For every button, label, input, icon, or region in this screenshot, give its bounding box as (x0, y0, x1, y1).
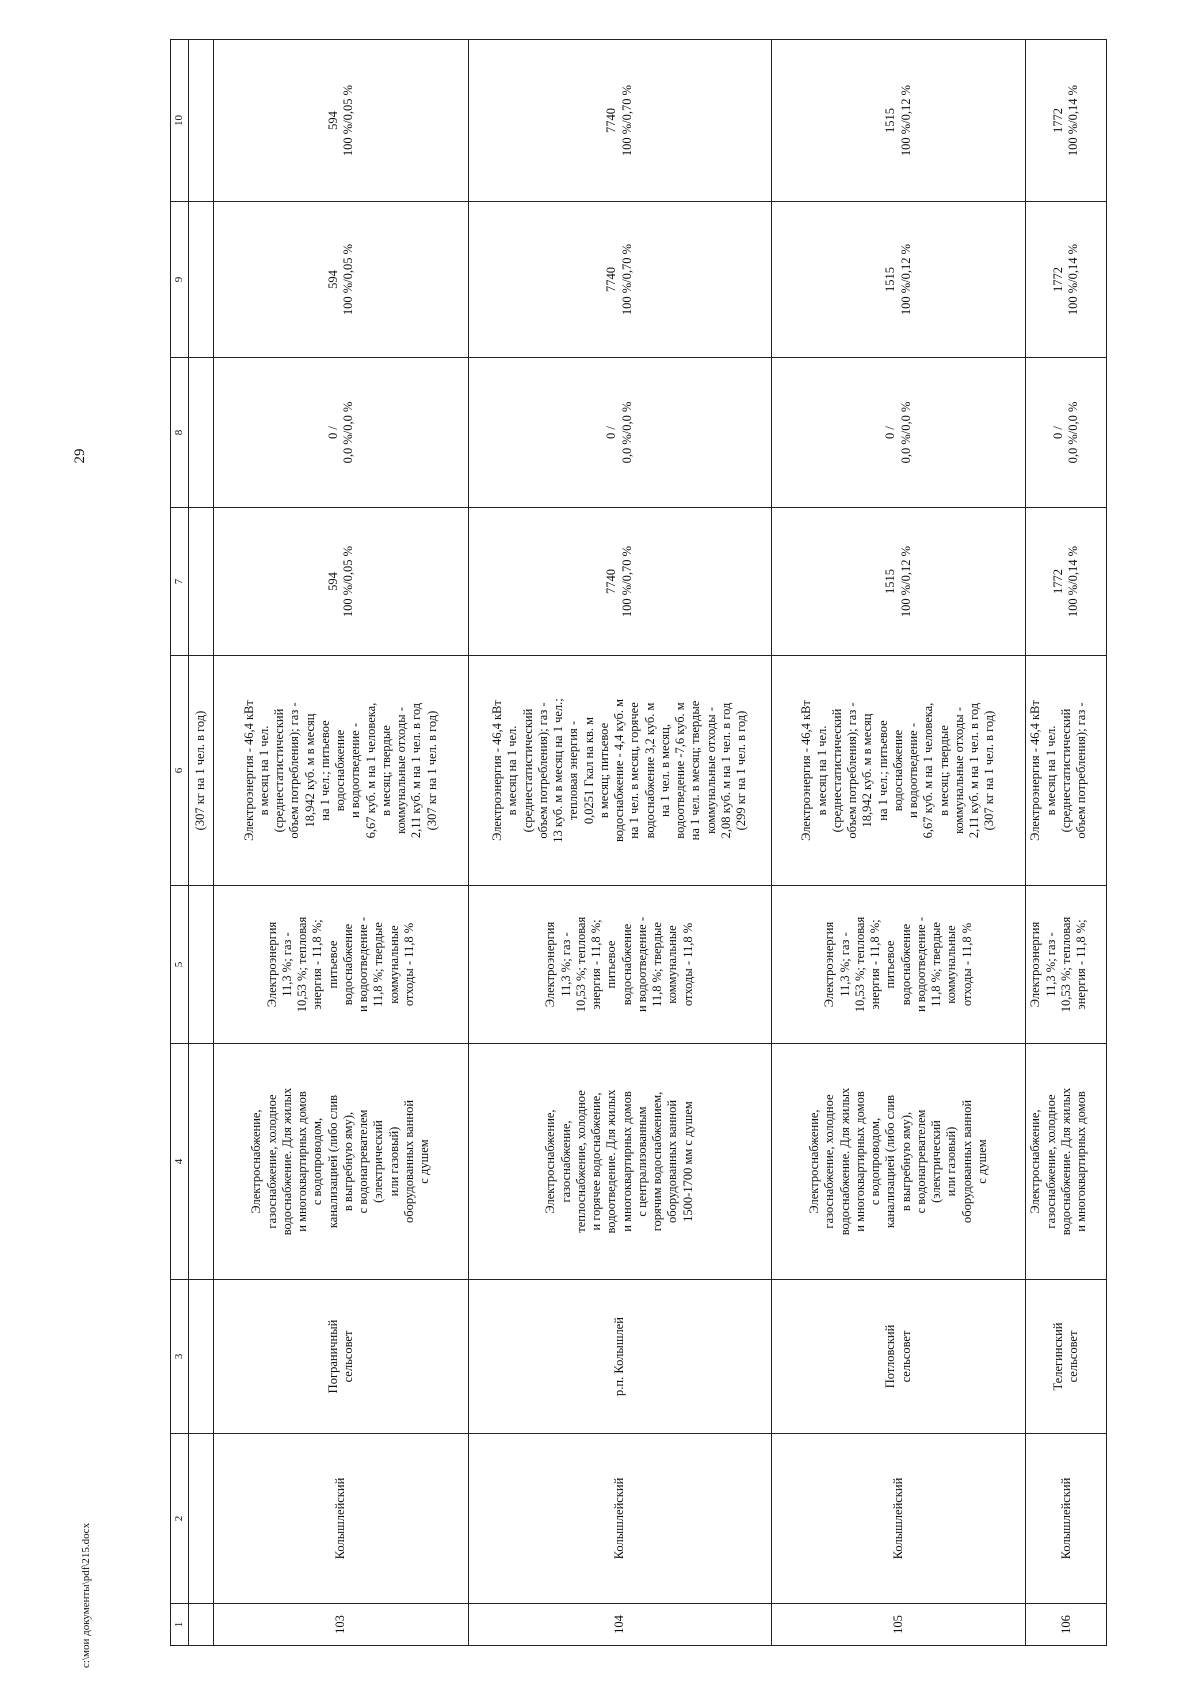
col-num-8: 8 (171, 358, 189, 508)
services-cell: Электроснабжение, газоснабжение, холодное водоснабжение. Для жилых и многоквартирных домов с водопроводом, канализацией (либо слив в выгребную яму), с водонагревателем (электрический или газовый) оборудованных ванной с душем (771, 1044, 1026, 1280)
district-cell: Колышлейский (1026, 1434, 1107, 1604)
district-cell: Колышлейский (771, 1434, 1026, 1604)
value-cell-7: 7740 100 %/0,70 % (468, 508, 771, 656)
district-cell: Колышлейский (213, 1434, 468, 1604)
shares-text: Электроэнергия 11,3 %; газ - 10,53 %; тепловая энергия - 11,8 %; (1028, 916, 1089, 1013)
row-number: 105 (771, 1604, 1026, 1646)
value-cell-10: 1515 100 %/0,12 % (771, 40, 1026, 202)
col-num-6: 6 (171, 656, 189, 886)
value-cell-7: 594 100 %/0,05 % (213, 508, 468, 656)
continuation-row (189, 40, 214, 1646)
shares-cell: Электроэнергия 11,3 %; газ - 10,53 %; тепловая энергия - 11,8 %; питьевое водоснабжение и водоотведение - 11,8 %; твердые коммунальные отходы - 11,8 % (213, 886, 468, 1044)
value-cell-7: 1515 100 %/0,12 % (771, 508, 1026, 656)
district-cell: Колышлейский (468, 1434, 771, 1604)
settlement-cell: р.п. Колышлей (468, 1280, 771, 1434)
col-num-2: 2 (171, 1434, 189, 1604)
rotated-table-wrapper (170, 40, 1107, 1646)
norms-cell: Электроэнергия - 46,4 кВт в месяц на 1 чел. (среднестатистический объем потребления); газ - 13 куб. м в месяц на 1 чел.; тепловая энергия - 0,0251 Гкал на кв. м в месяц; питьевое водоснабжение - 4,4 куб. м на 1 чел. в месяц, горячее водоснабжение 3,2 куб. м на 1 чел. в месяц, водоотведение -7,6 куб. м на 1 чел. в месяц; твердые коммунальные отходы - 2,08 куб. м на 1 чел. в год (299 кг на 1 чел. в год) (468, 656, 771, 886)
shares-cell: Электроэнергия 11,3 %; газ - 10,53 %; тепловая энергия - 11,8 %; питьевое водоснабжение и водоотведение - 11,8 %; твердые коммунальные отходы - 11,8 % (771, 886, 1026, 1044)
col-num-3: 3 (171, 1280, 189, 1434)
col-num-4: 4 (171, 1044, 189, 1280)
col-num-7: 7 (171, 508, 189, 656)
services-cell: Электроснабжение, газоснабжение, холодное водоснабжение. Для жилых и многоквартирных домов с водопроводом, канализацией (либо слив в выгребную яму), с водонагревателем (электрический или газовый) оборудованных ванной с душем (213, 1044, 468, 1280)
value-cell-8: 0 / 0,0 %/0,0 % (213, 358, 468, 508)
services-cell (1026, 1044, 1107, 1280)
row-number: 106 (1026, 1604, 1107, 1646)
value-cell-7: 1772 100 %/0,14 % (1026, 508, 1107, 656)
col-num-10: 10 (171, 40, 189, 202)
norms-cell (1026, 656, 1107, 886)
value-cell-9: 594 100 %/0,05 % (213, 202, 468, 358)
settlement-cell: Телегинский сельсовет (1026, 1280, 1107, 1434)
row-number: 103 (213, 1604, 468, 1646)
value-cell-8: 0 / 0,0 %/0,0 % (771, 358, 1026, 508)
value-cell-10: 594 100 %/0,05 % (213, 40, 468, 202)
value-cell-10: 7740 100 %/0,70 % (468, 40, 771, 202)
value-cell-9: 7740 100 %/0,70 % (468, 202, 771, 358)
norms-cell: Электроэнергия - 46,4 кВт в месяц на 1 чел. (среднестатистический объем потребления); газ - 18,942 куб. м в месяц на 1 чел.; питьевое водоснабжение и водоотведение - 6,67 куб. м на 1 человека, в месяц; твердые коммунальные отходы - 2,11 куб. м на 1 чел. в год (307 кг на 1 чел. в год) (213, 656, 468, 886)
footer-file-path: c:\мои документы\pdf\215.docx (80, 1522, 92, 1668)
continuation-text: (307 кг на 1 чел. в год) (189, 656, 214, 886)
value-cell-10: 1772 100 %/0,14 % (1026, 40, 1107, 202)
column-number-row (171, 40, 189, 1646)
col-num-5: 5 (171, 886, 189, 1044)
value-cell-9: 1772 100 %/0,14 % (1026, 202, 1107, 358)
shares-cell (1026, 886, 1107, 1044)
services-cell: Электроснабжение, газоснабжение, теплоснабжение, холодное и горячее водоснабжение, водоотведение. Для жилых и многоквартирных домов с централизованным горячим водоснабжением, оборудованных ванной 1500-1700 мм с душем (468, 1044, 771, 1280)
page-number: 29 (72, 448, 88, 464)
norms-text: Электроэнергия - 46,4 кВт в месяц на 1 чел. (среднестатистический объем потребления); газ - (1028, 700, 1089, 841)
settlement-cell: Пограничный сельсовет (213, 1280, 468, 1434)
table-row (1026, 40, 1107, 1646)
value-cell-8: 0 / 0,0 %/0,0 % (1026, 358, 1107, 508)
shares-cell: Электроэнергия 11,3 %; газ - 10,53 %; тепловая энергия - 11,8 %; питьевое водоснабжение и водоотведение - 11,8 %; твердые коммунальные отходы - 11,8 % (468, 886, 771, 1044)
col-num-1: 1 (171, 1604, 189, 1646)
services-text: Электроснабжение, газоснабжение, холодное водоснабжение. Для жилых и многоквартирных домов (1028, 1087, 1089, 1236)
norms-cell: Электроэнергия - 46,4 кВт в месяц на 1 чел. (среднестатистический объем потребления); газ - 18,942 куб. м в месяц на 1 чел.; питьевое водоснабжение и водоотведение - 6,67 куб. м на 1 человека, в месяц; твердые коммунальные отходы - 2,11 куб. м на 1 чел. в год (307 кг на 1 чел. в год) (771, 656, 1026, 886)
tariff-table (170, 39, 1107, 1646)
table-row (771, 40, 1026, 1646)
row-number: 104 (468, 1604, 771, 1646)
col-num-9: 9 (171, 202, 189, 358)
value-cell-9: 1515 100 %/0,12 % (771, 202, 1026, 358)
value-cell-8: 0 / 0,0 %/0,0 % (468, 358, 771, 508)
table-row (213, 40, 468, 1646)
table-row (468, 40, 771, 1646)
settlement-cell: Потловский сельсовет (771, 1280, 1026, 1434)
